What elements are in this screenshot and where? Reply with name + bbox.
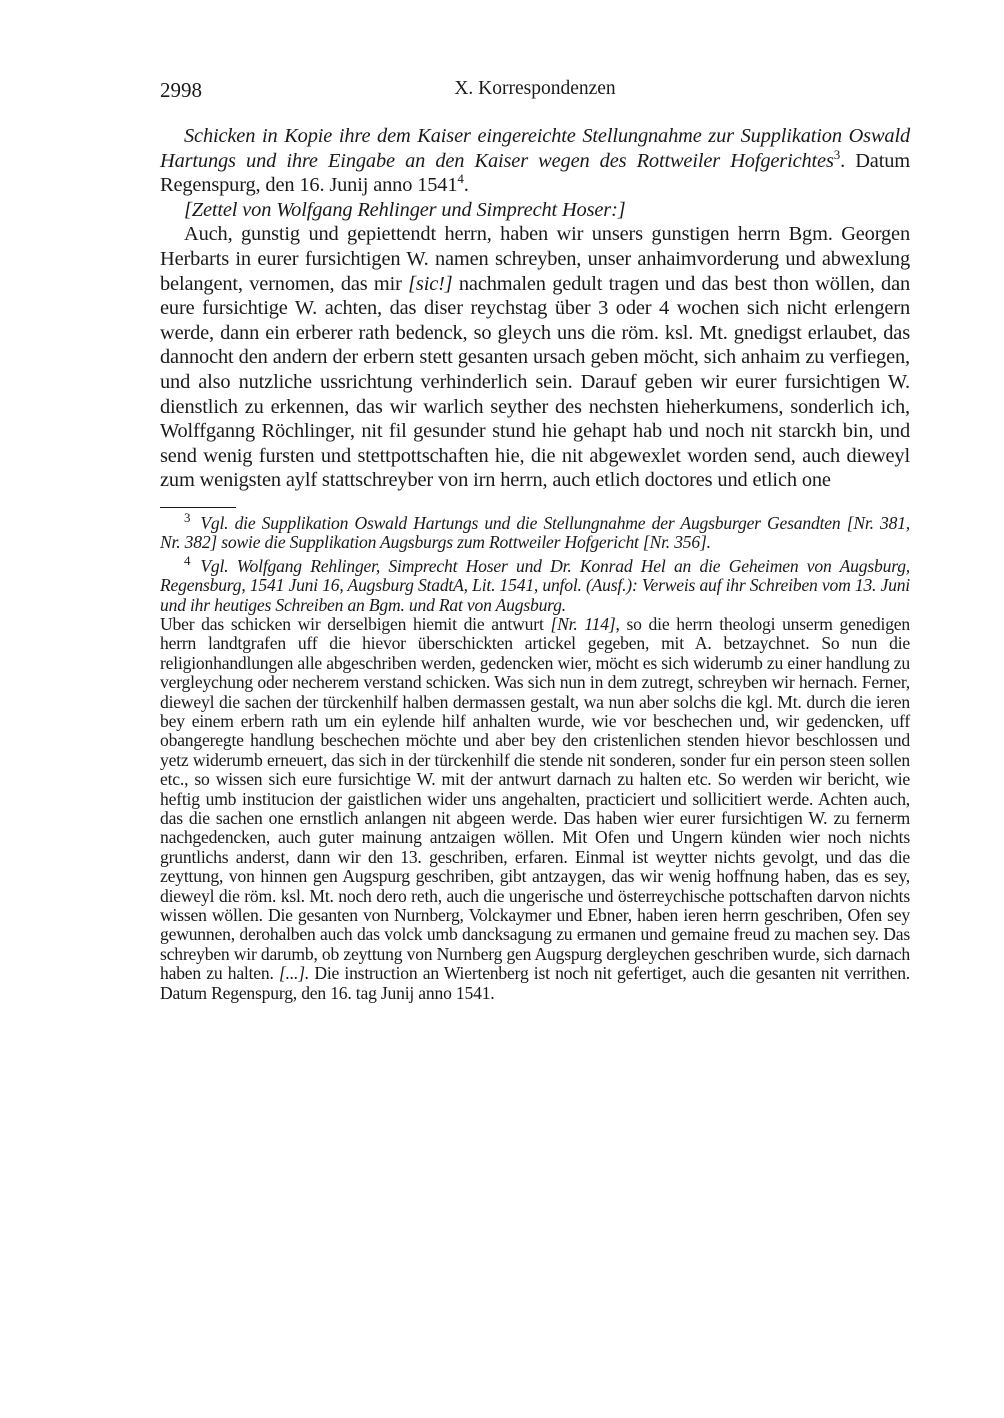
footnote-text: Vgl. die Supplikation Oswald Hartungs und die Stellungnahme der Augsburger Gesandten [Nr. 381, Nr. 382] sowie die Supplikation Augsburgs zum Rottweiler Hofgericht [Nr. 356]. — [160, 512, 910, 553]
footnote-quote-2: , so die herrn theologi unserm genedigen herrn landtgrafen uff die hievor überschickten artickel gegeben, mit A. betzaychnet. So nun die religionhandlungen alle abgeschriben werden, gedencken wier, möcht es sich widerumb zu einer handlung zu vergleychung oder necherem verstand schicken. Was sich nun in dem zutregt, schreyben wir hernach. Ferner, dieweyl die sachen der türckenhilf halben dermassen gestalt, wa nun aber solchs die kgl. Mt. durch die ieren bey einem erbern rath um ein eylende hilf anhalten wurde, wie vor beschechen und, wir gedencken, uff obangeregte handlung beschechen möchte und aber bey den cristenlichen stenden hievor beschlossen und yetz widerumb erneuert, das sich in der türckenhilf die stende nit sonderen, sonder fur ein person steen sollen etc., so wissen sich eure fursichtige W. mit der antwurt darnach zu halten etc. So werden wir bericht, wie heftig umb institucion der gaistlichen wider uns angehalten, practiciert und sollicitiert werde. Achten auch, das die sachen one ernstlich anlangen nit abgeen werde. Das haben wier eurer fursichtigen W. zu fernerm nachgedencken, auch guter mainung antzaigen wöllen. Mit Ofen und Ungern künden wier noch nichts gruntlichs anderst, dann wir den 13. geschriben, erfaren. Einmal ist weytter nichts gevolgt, und das die zeyttung, von hinnen gen Augspurg geschriben, gibt antzaygen, das wir wenig hoffnung haben, das es sey, dieweyl die röm. ksl. Mt. noch dero reth, auch die ungerische und österreychische pottschaften darvon nichts wissen wöllen. Die gesanten von Nurnberg, Volckaymer und Ebner, haben ieren herrn geschriben, Ofen sey gewunnen, derohalben auch das volck umb dancksagung zu ermanen und gemaine freud zu machen sey. Das schreyben wir darumb, ob zeyttung von Nurnberg gen Augspurg dergleychen geschriben wurde, sich darnach haben zu halten. — [160, 613, 910, 984]
regest-paragraph — [160, 124, 910, 198]
page-number: 2998 — [160, 78, 202, 102]
main-text — [160, 124, 910, 493]
footnotes — [160, 510, 911, 1003]
zettel-heading: [Zettel von Wolfgang Rehlinger und Simprecht Hoser:] — [184, 198, 626, 221]
footnote-3 — [160, 510, 910, 553]
footnote-ref-3[interactable]: 3 — [833, 146, 841, 162]
footnote-ref-4[interactable]: 4 — [457, 171, 464, 187]
footnote-text: Vgl. Wolfgang Rehlinger, Simprecht Hoser und Dr. Konrad Hel an die Geheimen von Augsburg, Regensburg, 1541 Juni 16, Augsburg StadtA, Lit. 1541, unfol. (Ausf.): Verweis auf ihr Schreiben vom 13. Juni und ihr heutiges Schreiben an Bgm. und Rat von Augsburg. — [160, 555, 910, 615]
regest-end: . — [463, 174, 469, 197]
letter-body — [160, 222, 910, 493]
footnote-divider — [160, 507, 236, 508]
footnote-number: 4 — [184, 552, 191, 568]
sic-annotation: [sic!] — [408, 272, 453, 295]
footnote-cross-ref: [Nr. 114] — [550, 613, 616, 634]
document-page — [160, 78, 910, 1007]
footnote-ellipsis: [...]. — [278, 963, 310, 984]
regest-italic: Schicken in Kopie ihre dem Kaiser eingereichte Stellungnahme zur Supplikation Oswald Hartungs und ihre Eingabe an den Kaiser wegen des Rottweiler Hofgerichtes — [160, 125, 910, 172]
footnote-quote-3: Die instruction an Wiertenberg ist noch nit gefertiget, auch die gesanten nit verrithen. Datum Regenspurg, den 16. tag Junij anno 1541. — [160, 963, 911, 1003]
letter-body-text-1: Auch, gunstig und gepiettendt herrn, haben wir unsers gunstigen herrn Bgm. Georgen Herbarts in eurer fursichtigen W. namen schreyben, unser anhaimvorderung und abwexlung belangent, vernomen, das mir — [160, 223, 910, 295]
footnote-4 — [160, 552, 911, 1003]
letter-body-text-2: nachmalen gedult tragen und das best thon wöllen, dan eure fursichtige W. achten, das diser reychstag über 3 oder 4 wochen sich nicht erlengern werde, dann ein erberer rath bedenck, so gleych uns die röm. ksl. Mt. gnedigst erlaubet, das dannocht den andern der erbern stett gesanten ursach geben möcht, sich anhaim zu verfiegen, und also nutzliche ussrichtung verhinderlich sein. Darauf geben wir eurer fursichtigen W. dienstlich zu erkennen, das wir warlich seyther des nechsten hieherkumens, sonderlich ich, Wolffganng Röchlinger, nit fil gesunder stund hie gehapt hab und noch nit starckh bin, und send wenig fursten und stettpottschaften hie, die nit abgewexlet worden send, auch dieweyl zum wenigsten aylf stattschreyber von irn herrn, auch etlich doctores und etlich one — [160, 272, 911, 492]
footnote-quote-1: Uber das schicken wir derselbigen hiemit die antwurt — [160, 613, 551, 634]
page-header — [160, 78, 910, 108]
regest-dateline: . Datum Regenspurg, den 16. Junij anno 1541 — [160, 149, 910, 197]
footnote-number: 3 — [184, 510, 191, 526]
running-title: X. Korrespondenzen — [454, 78, 616, 99]
